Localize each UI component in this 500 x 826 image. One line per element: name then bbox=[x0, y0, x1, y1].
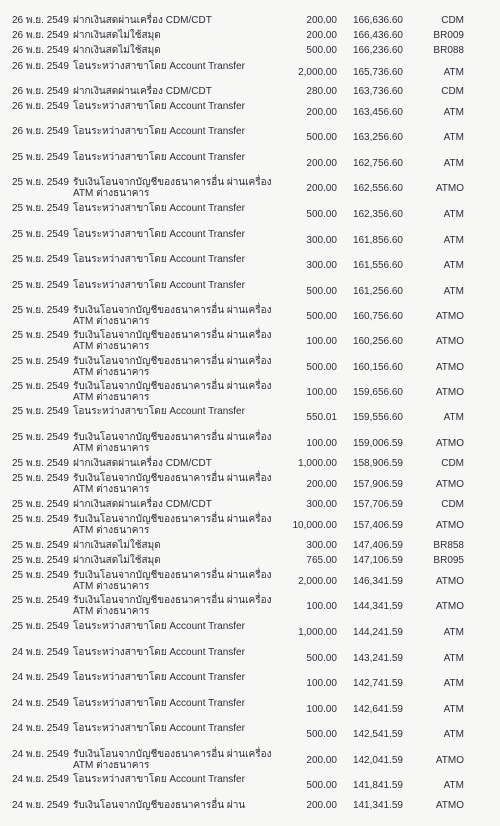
running-balance: 162,556.60 bbox=[352, 183, 403, 194]
transaction-channel: ATMO bbox=[435, 183, 464, 194]
transaction-amount: 500.00 bbox=[306, 286, 337, 297]
running-balance: 158,906.59 bbox=[352, 458, 403, 469]
transaction-description: โอนระหว่างสาขาโดย Account Transfer bbox=[73, 126, 245, 137]
table-row bbox=[0, 672, 500, 698]
running-balance: 161,256.60 bbox=[352, 286, 403, 297]
transaction-channel: CDM bbox=[441, 86, 464, 97]
table-row bbox=[0, 101, 500, 127]
running-balance: 146,341.59 bbox=[352, 576, 403, 587]
transaction-date: 26 พ.ย. 2549 bbox=[12, 126, 69, 137]
transaction-channel: BR095 bbox=[433, 555, 464, 566]
table-row bbox=[0, 152, 500, 178]
transaction-amount: 200.00 bbox=[306, 183, 337, 194]
transaction-description: รับเงินโอนจากบัญชีของธนาคารอื่น ผ่านเครื่อง ATM ต่างธนาคาร bbox=[73, 595, 272, 617]
transaction-date: 25 พ.ย. 2549 bbox=[12, 381, 69, 392]
transaction-date: 25 พ.ย. 2549 bbox=[12, 555, 69, 566]
running-balance: 159,006.59 bbox=[352, 438, 403, 449]
transaction-amount: 100.00 bbox=[306, 678, 337, 689]
transaction-channel: CDM bbox=[441, 499, 464, 510]
table-row bbox=[0, 280, 500, 306]
transaction-amount: 200.00 bbox=[306, 15, 337, 26]
transaction-description: โอนระหว่างสาขาโดย Account Transfer bbox=[73, 254, 245, 265]
running-balance: 157,906.59 bbox=[352, 479, 403, 490]
transaction-date: 25 พ.ย. 2549 bbox=[12, 280, 69, 291]
running-balance: 141,341.59 bbox=[352, 800, 403, 811]
transaction-date: 25 พ.ย. 2549 bbox=[12, 330, 69, 341]
transaction-date: 26 พ.ย. 2549 bbox=[12, 86, 69, 97]
transaction-description: ฝากเงินสดไม่ใช้สมุด bbox=[73, 30, 161, 41]
transaction-date: 25 พ.ย. 2549 bbox=[12, 305, 69, 316]
transaction-channel: ATMO bbox=[435, 362, 464, 373]
transaction-amount: 200.00 bbox=[306, 800, 337, 811]
transaction-amount: 300.00 bbox=[306, 235, 337, 246]
transaction-description: ฝากเงินสดไม่ใช้สมุด bbox=[73, 540, 161, 551]
transaction-channel: ATM bbox=[443, 235, 464, 246]
transaction-date: 25 พ.ย. 2549 bbox=[12, 621, 69, 632]
running-balance: 160,156.60 bbox=[352, 362, 403, 373]
table-row bbox=[0, 126, 500, 152]
running-balance: 166,236.60 bbox=[352, 45, 403, 56]
table-row bbox=[0, 330, 500, 356]
transaction-channel: ATM bbox=[443, 704, 464, 715]
running-balance: 157,706.59 bbox=[352, 499, 403, 510]
transaction-channel: ATMO bbox=[435, 387, 464, 398]
transaction-amount: 100.00 bbox=[306, 438, 337, 449]
transaction-amount: 2,000.00 bbox=[298, 67, 337, 78]
table-row bbox=[0, 473, 500, 499]
table-row bbox=[0, 514, 500, 540]
transaction-channel: ATMO bbox=[435, 438, 464, 449]
transaction-description: โอนระหว่างสาขาโดย Account Transfer bbox=[73, 61, 245, 72]
transaction-date: 24 พ.ย. 2549 bbox=[12, 800, 69, 811]
running-balance: 143,241.59 bbox=[352, 653, 403, 664]
transaction-channel: ATM bbox=[443, 412, 464, 423]
transaction-date: 24 พ.ย. 2549 bbox=[12, 723, 69, 734]
running-balance: 157,406.59 bbox=[352, 520, 403, 531]
transaction-description: รับเงินโอนจากบัญชีของธนาคารอื่น ผ่าน bbox=[73, 800, 246, 811]
transaction-channel: ATM bbox=[443, 780, 464, 791]
table-row bbox=[0, 254, 500, 280]
transaction-amount: 300.00 bbox=[306, 260, 337, 271]
transaction-channel: ATM bbox=[443, 627, 464, 638]
transaction-channel: ATM bbox=[443, 132, 464, 143]
transaction-description: โอนระหว่างสาขาโดย Account Transfer bbox=[73, 698, 245, 709]
transaction-channel: ATM bbox=[443, 729, 464, 740]
transaction-date: 25 พ.ย. 2549 bbox=[12, 356, 69, 367]
table-row bbox=[0, 723, 500, 749]
running-balance: 160,756.60 bbox=[352, 311, 403, 322]
running-balance: 161,556.60 bbox=[352, 260, 403, 271]
transaction-date: 24 พ.ย. 2549 bbox=[12, 774, 69, 785]
transaction-description: ฝากเงินสดไม่ใช้สมุด bbox=[73, 45, 161, 56]
table-row bbox=[0, 570, 500, 596]
running-balance: 147,106.59 bbox=[352, 555, 403, 566]
running-balance: 163,736.60 bbox=[352, 86, 403, 97]
transaction-channel: ATM bbox=[443, 67, 464, 78]
transaction-channel: CDM bbox=[441, 458, 464, 469]
transaction-description: รับเงินโอนจากบัญชีของธนาคารอื่น ผ่านเครื่อง ATM ต่างธนาคาร bbox=[73, 177, 272, 199]
running-balance: 166,436.60 bbox=[352, 30, 403, 41]
table-row bbox=[0, 381, 500, 407]
table-row bbox=[0, 800, 500, 826]
transaction-amount: 500.00 bbox=[306, 311, 337, 322]
transaction-description: โอนระหว่างสาขาโดย Account Transfer bbox=[73, 406, 245, 417]
transaction-description: ฝากเงินสดไม่ใช้สมุด bbox=[73, 555, 161, 566]
transaction-date: 25 พ.ย. 2549 bbox=[12, 570, 69, 581]
transaction-amount: 100.00 bbox=[306, 704, 337, 715]
transaction-amount: 1,000.00 bbox=[298, 458, 337, 469]
running-balance: 162,356.60 bbox=[352, 209, 403, 220]
transaction-description: โอนระหว่างสาขาโดย Account Transfer bbox=[73, 723, 245, 734]
transaction-date: 24 พ.ย. 2549 bbox=[12, 749, 69, 760]
transaction-date: 25 พ.ย. 2549 bbox=[12, 473, 69, 484]
running-balance: 166,636.60 bbox=[352, 15, 403, 26]
transaction-channel: ATMO bbox=[435, 336, 464, 347]
transaction-amount: 200.00 bbox=[306, 158, 337, 169]
transaction-date: 25 พ.ย. 2549 bbox=[12, 229, 69, 240]
transaction-channel: ATM bbox=[443, 107, 464, 118]
transaction-date: 25 พ.ย. 2549 bbox=[12, 152, 69, 163]
transaction-description: รับเงินโอนจากบัญชีของธนาคารอื่น ผ่านเครื่อง ATM ต่างธนาคาร bbox=[73, 432, 272, 454]
table-row bbox=[0, 61, 500, 87]
transaction-amount: 500.00 bbox=[306, 362, 337, 373]
transaction-amount: 300.00 bbox=[306, 540, 337, 551]
running-balance: 163,456.60 bbox=[352, 107, 403, 118]
running-balance: 165,736.60 bbox=[352, 67, 403, 78]
transaction-date: 26 พ.ย. 2549 bbox=[12, 30, 69, 41]
transaction-channel: ATM bbox=[443, 678, 464, 689]
transaction-amount: 100.00 bbox=[306, 336, 337, 347]
transaction-date: 25 พ.ย. 2549 bbox=[12, 406, 69, 417]
transaction-channel: ATM bbox=[443, 286, 464, 297]
transaction-channel: ATMO bbox=[435, 311, 464, 322]
transaction-description: รับเงินโอนจากบัญชีของธนาคารอื่น ผ่านเครื่อง ATM ต่างธนาคาร bbox=[73, 356, 272, 378]
transaction-date: 25 พ.ย. 2549 bbox=[12, 514, 69, 525]
transaction-date: 25 พ.ย. 2549 bbox=[12, 499, 69, 510]
transaction-date: 25 พ.ย. 2549 bbox=[12, 595, 69, 606]
transaction-channel: BR009 bbox=[433, 30, 464, 41]
transaction-date: 25 พ.ย. 2549 bbox=[12, 540, 69, 551]
running-balance: 141,841.59 bbox=[352, 780, 403, 791]
running-balance: 142,541.59 bbox=[352, 729, 403, 740]
table-row bbox=[0, 177, 500, 203]
transaction-amount: 200.00 bbox=[306, 755, 337, 766]
table-row bbox=[0, 432, 500, 458]
transaction-description: โอนระหว่างสาขาโดย Account Transfer bbox=[73, 647, 245, 658]
transaction-channel: CDM bbox=[441, 15, 464, 26]
table-row bbox=[0, 698, 500, 724]
transaction-channel: BR858 bbox=[433, 540, 464, 551]
transaction-channel: ATMO bbox=[435, 800, 464, 811]
transaction-date: 24 พ.ย. 2549 bbox=[12, 672, 69, 683]
transaction-channel: ATM bbox=[443, 653, 464, 664]
transaction-description: โอนระหว่างสาขาโดย Account Transfer bbox=[73, 229, 245, 240]
transaction-channel: ATMO bbox=[435, 576, 464, 587]
transaction-channel: ATM bbox=[443, 260, 464, 271]
transaction-amount: 500.00 bbox=[306, 780, 337, 791]
transaction-amount: 500.00 bbox=[306, 45, 337, 56]
transaction-description: ฝากเงินสดผ่านเครื่อง CDM/CDT bbox=[73, 499, 212, 510]
running-balance: 162,756.60 bbox=[352, 158, 403, 169]
transaction-amount: 200.00 bbox=[306, 479, 337, 490]
transaction-amount: 550.01 bbox=[306, 412, 337, 423]
transaction-amount: 300.00 bbox=[306, 499, 337, 510]
transaction-description: โอนระหว่างสาขาโดย Account Transfer bbox=[73, 621, 245, 632]
transaction-amount: 500.00 bbox=[306, 729, 337, 740]
table-row bbox=[0, 595, 500, 621]
table-row bbox=[0, 229, 500, 255]
transaction-description: ฝากเงินสดผ่านเครื่อง CDM/CDT bbox=[73, 15, 212, 26]
running-balance: 163,256.60 bbox=[352, 132, 403, 143]
running-balance: 142,641.59 bbox=[352, 704, 403, 715]
transaction-date: 25 พ.ย. 2549 bbox=[12, 177, 69, 188]
transaction-amount: 1,000.00 bbox=[298, 627, 337, 638]
transaction-description: รับเงินโอนจากบัญชีของธนาคารอื่น ผ่านเครื่อง ATM ต่างธนาคาร bbox=[73, 330, 272, 352]
transaction-amount: 200.00 bbox=[306, 30, 337, 41]
transaction-date: 25 พ.ย. 2549 bbox=[12, 458, 69, 469]
transaction-amount: 500.00 bbox=[306, 653, 337, 664]
transaction-date: 25 พ.ย. 2549 bbox=[12, 203, 69, 214]
transaction-amount: 100.00 bbox=[306, 601, 337, 612]
table-row bbox=[0, 749, 500, 775]
table-row bbox=[0, 647, 500, 673]
running-balance: 161,856.60 bbox=[352, 235, 403, 246]
transaction-description: โอนระหว่างสาขาโดย Account Transfer bbox=[73, 203, 245, 214]
running-balance: 142,041.59 bbox=[352, 755, 403, 766]
table-row bbox=[0, 203, 500, 229]
running-balance: 159,656.60 bbox=[352, 387, 403, 398]
transaction-date: 24 พ.ย. 2549 bbox=[12, 647, 69, 658]
transaction-description: โอนระหว่างสาขาโดย Account Transfer bbox=[73, 672, 245, 683]
transaction-amount: 200.00 bbox=[306, 107, 337, 118]
running-balance: 160,256.60 bbox=[352, 336, 403, 347]
transaction-amount: 280.00 bbox=[306, 86, 337, 97]
transaction-description: รับเงินโอนจากบัญชีของธนาคารอื่น ผ่านเครื่อง ATM ต่างธนาคาร bbox=[73, 381, 272, 403]
transaction-description: ฝากเงินสดผ่านเครื่อง CDM/CDT bbox=[73, 86, 212, 97]
transaction-description: รับเงินโอนจากบัญชีของธนาคารอื่น ผ่านเครื่อง ATM ต่างธนาคาร bbox=[73, 570, 272, 592]
transaction-amount: 10,000.00 bbox=[292, 520, 337, 531]
transaction-amount: 100.00 bbox=[306, 387, 337, 398]
running-balance: 159,556.60 bbox=[352, 412, 403, 423]
transaction-description: รับเงินโอนจากบัญชีของธนาคารอื่น ผ่านเครื่อง ATM ต่างธนาคาร bbox=[73, 749, 272, 771]
table-row bbox=[0, 774, 500, 800]
table-row bbox=[0, 305, 500, 331]
table-row bbox=[0, 406, 500, 432]
transaction-description: โอนระหว่างสาขาโดย Account Transfer bbox=[73, 101, 245, 112]
table-row bbox=[0, 356, 500, 382]
transaction-date: 26 พ.ย. 2549 bbox=[12, 15, 69, 26]
transaction-description: โอนระหว่างสาขาโดย Account Transfer bbox=[73, 152, 245, 163]
transaction-date: 26 พ.ย. 2549 bbox=[12, 61, 69, 72]
transaction-description: โอนระหว่างสาขาโดย Account Transfer bbox=[73, 280, 245, 291]
transaction-channel: ATMO bbox=[435, 520, 464, 531]
transaction-amount: 500.00 bbox=[306, 209, 337, 220]
transaction-amount: 500.00 bbox=[306, 132, 337, 143]
running-balance: 147,406.59 bbox=[352, 540, 403, 551]
table-row bbox=[0, 621, 500, 647]
running-balance: 144,341.59 bbox=[352, 601, 403, 612]
transaction-channel: ATMO bbox=[435, 601, 464, 612]
running-balance: 144,241.59 bbox=[352, 627, 403, 638]
transaction-description: โอนระหว่างสาขาโดย Account Transfer bbox=[73, 774, 245, 785]
transaction-description: รับเงินโอนจากบัญชีของธนาคารอื่น ผ่านเครื่อง ATM ต่างธนาคาร bbox=[73, 514, 272, 536]
transaction-channel: BR088 bbox=[433, 45, 464, 56]
running-balance: 142,741.59 bbox=[352, 678, 403, 689]
transaction-description: ฝากเงินสดผ่านเครื่อง CDM/CDT bbox=[73, 458, 212, 469]
transaction-channel: ATMO bbox=[435, 755, 464, 766]
transaction-amount: 2,000.00 bbox=[298, 576, 337, 587]
transaction-amount: 765.00 bbox=[306, 555, 337, 566]
transaction-channel: ATMO bbox=[435, 479, 464, 490]
transaction-date: 25 พ.ย. 2549 bbox=[12, 254, 69, 265]
transaction-date: 26 พ.ย. 2549 bbox=[12, 45, 69, 56]
transaction-channel: ATM bbox=[443, 158, 464, 169]
transaction-description: รับเงินโอนจากบัญชีของธนาคารอื่น ผ่านเครื่อง ATM ต่างธนาคาร bbox=[73, 473, 272, 495]
transaction-description: รับเงินโอนจากบัญชีของธนาคารอื่น ผ่านเครื่อง ATM ต่างธนาคาร bbox=[73, 305, 272, 327]
transaction-channel: ATM bbox=[443, 209, 464, 220]
transaction-date: 24 พ.ย. 2549 bbox=[12, 698, 69, 709]
transaction-date: 26 พ.ย. 2549 bbox=[12, 101, 69, 112]
transaction-date: 25 พ.ย. 2549 bbox=[12, 432, 69, 443]
